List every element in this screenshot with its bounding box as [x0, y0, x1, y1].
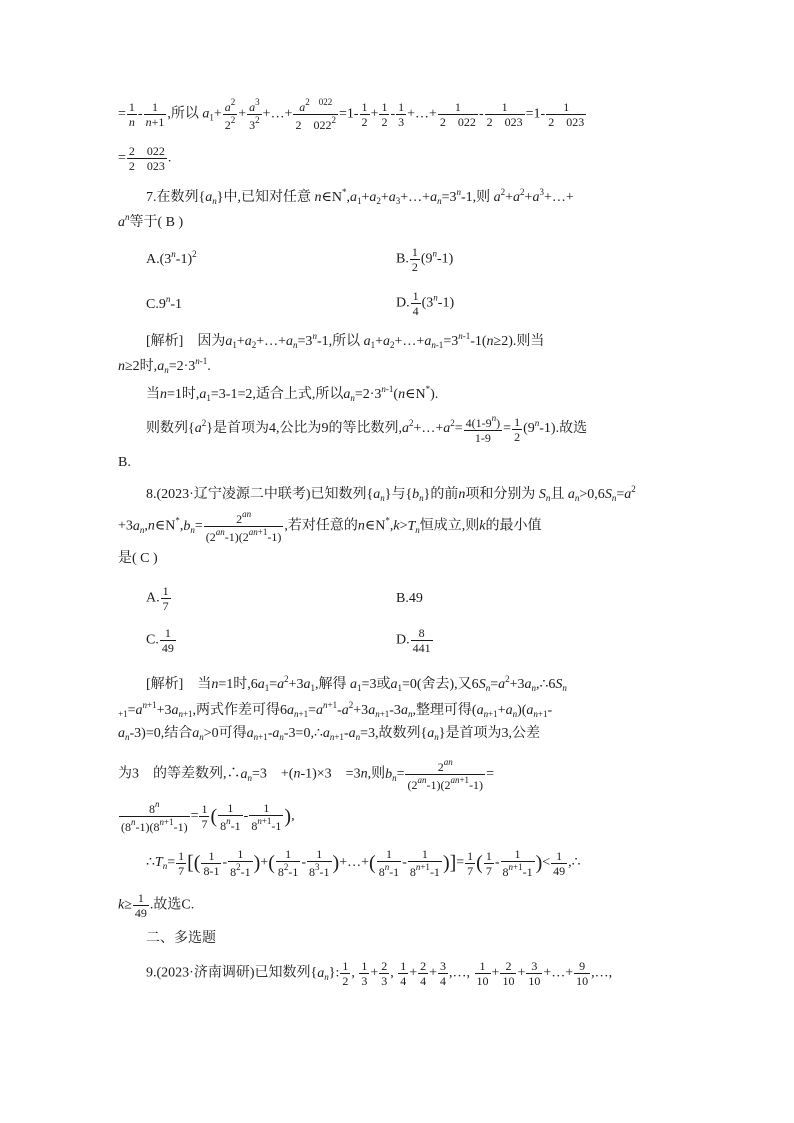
line-2: = $\frac{2 022}{2 023}$ . — [118, 144, 172, 173]
q7-option-d: D. $\frac{1}{4}$ (3$^n$-1) — [396, 289, 455, 318]
solution-8-line-2: $_{+1}=a^{n+1}+3a_{n+1}$,两式作差可得$6a_{n+1}=a^{n+1}-a^2+3a_{n+1}-3a_n$,整理可得$(a_{n+1}+a_n)(a_{n+1}-$ — [118, 700, 553, 719]
q8-option-a: A. $\frac{1}{7}$ — [146, 584, 169, 613]
solution-8-line-3: $a_n-3)=0$,结合$a_n>0$可得$a_{n+1}-a_n-3=0,\therefore a_{n+1}-a_n=3$,故数列$\{a_n\}$是首项为3,公差 — [118, 726, 540, 742]
question-9-line-1: 9.(2023·济南调研)已知数列$\{a_n\}$: $\frac{1}{2}$ , $\frac{1}{3}$ + $\frac{2}{3}$ , $\frac{1}{4}$ + $\frac{2}{4}$ + $\frac{3}{4}$ ,…, $\frac{1}{10}$ + $\frac{2}{10}$ + $\frac{3}{10}$ +…+ $\frac{9}{10}$ ,…, — [146, 959, 613, 988]
solution-7-line-2: n≥2时$,a_n=2\cdot 3^{n-1}$. — [118, 356, 211, 375]
solution-7-line-3: 当n=1时$,a_1=3-1=2$,适合上式,所以$a_n=2\cdot 3^{n-1}(n\in N^*)$. — [146, 384, 439, 403]
q8-option-c: C. $\frac{1}{49}$ — [146, 626, 174, 655]
solution-7-line-1: [解析] 因为$a_1+a_2+\dots+a_n=3^n-1$,所以 $a_1+a_2+\dots+a_{n-1}=3^{n-1}-1(n\ge 2)$.则当 — [146, 331, 545, 350]
q7-option-a: $A.(3^n-1)^2$ — [146, 249, 197, 267]
solution-8-line-7: k≥ $\frac{1}{49}$ .故选C. — [118, 891, 195, 920]
solution-8-line-6: $\therefore T_n=$ $\frac{1}{7}$ [( $\frac{1}{8-1}$ - $\frac{1}{8^2-1}$ )+( $\frac{1}{8^2-1}$ - $\frac{1}{8^3-1}$ )+…+( $\frac{1}{8^n-1}$ - $\frac{1}{8^{n+1}-1}$ )]= $\frac{1}{7}$ ( $\frac{1}{7}$ - $\frac{1}{8^{n+1}-1}$ )< $\frac{1}{49}$ ,∴ — [146, 847, 581, 879]
solution-8-line-5: $\frac{8^n}{(8^n-1)(8^{n+1}-1)}$ = $\frac{1}{7}$ ( $\frac{1}{8^n-1}$ - $\frac{1}{8^{n+1}-1}$ ), — [121, 799, 295, 834]
question-7-line-2: $a^n$等于( B ) — [118, 212, 184, 230]
question-7-line-1: 7.在数列$\{a_n\}$中,已知对任意 $n\in N^*,a_1+a_2+a_3+\dots+a_n=3^n-1$,则 $a^2+a^2+a^3+\dots+$ — [146, 187, 574, 206]
q7-option-b: B. $\frac{1}{2}$ (9$^n$-1) — [396, 245, 454, 274]
solution-8-line-1: [解析] 当n=1时$,6a_1=a^2+3a_1$,解得 $a_1=3$或$a_1=0$(舍去),又$6S_n=a^2+3a_n,\therefore 6S_n$ — [146, 674, 567, 693]
solution-7-line-4: 则数列$\{a^2\}$是首项为4,公比为9的等比数列$,a^2+\dots+a^2=$ $\frac{4(1-9^n)}{1-9}$ = $\frac{1}{2}$ (9$^n$-1).故选 — [146, 413, 588, 445]
q8-option-b: B.49 — [396, 591, 423, 606]
solution-7-line-5: B. — [118, 455, 131, 470]
q8-option-d: D. $\frac{8}{441}$ — [396, 626, 431, 655]
line-1: = $\frac{1}{n}$ - $\frac{1}{n+1}$ ,所以 $a_1+$ $\frac{a^2}{2^2}$ + $\frac{a^3}{3^2}$ +…+ $\frac{a^{2 022}}{2 022^2}$ =1- $\frac{1}{2}$ + $\frac{1}{2}$ - $\frac{1}{3}$ +…+ $\frac{1}{2 022}$ - $\frac{1}{2 023}$ =1- $\frac{1}{2 023}$ — [118, 97, 585, 132]
question-8-line-2: $+3a_n,n\in N^*,b_n=$ $\frac{2^{an}}{(2^{an}-1)(2^{an+1}-1)}$ ,若对任意的$n\in N^*,k>T_n$恒成立,则k的最小值 — [118, 509, 542, 544]
q7-option-c: C.9$^n$-1 — [146, 294, 183, 312]
question-8-line-3: 是( C ) — [118, 551, 158, 566]
question-8-line-1: 8.(2023·辽宁凌源二中联考)已知数列$\{a_n\}$与$\{b_n\}$的前n项和分别为 $S_n$且 $a_n>0,6S_n=a^2$ — [146, 484, 636, 503]
solution-8-line-4: 为3 的等差数列$,\therefore a_n=3$ +(n-1)×3 =3n,则$b_n=$ $\frac{2^{an}}{(2^{an}-1)(2^{an+1}-1)}$ = — [118, 757, 494, 792]
section-title-multiple-choice: 二、多选题 — [146, 931, 216, 946]
